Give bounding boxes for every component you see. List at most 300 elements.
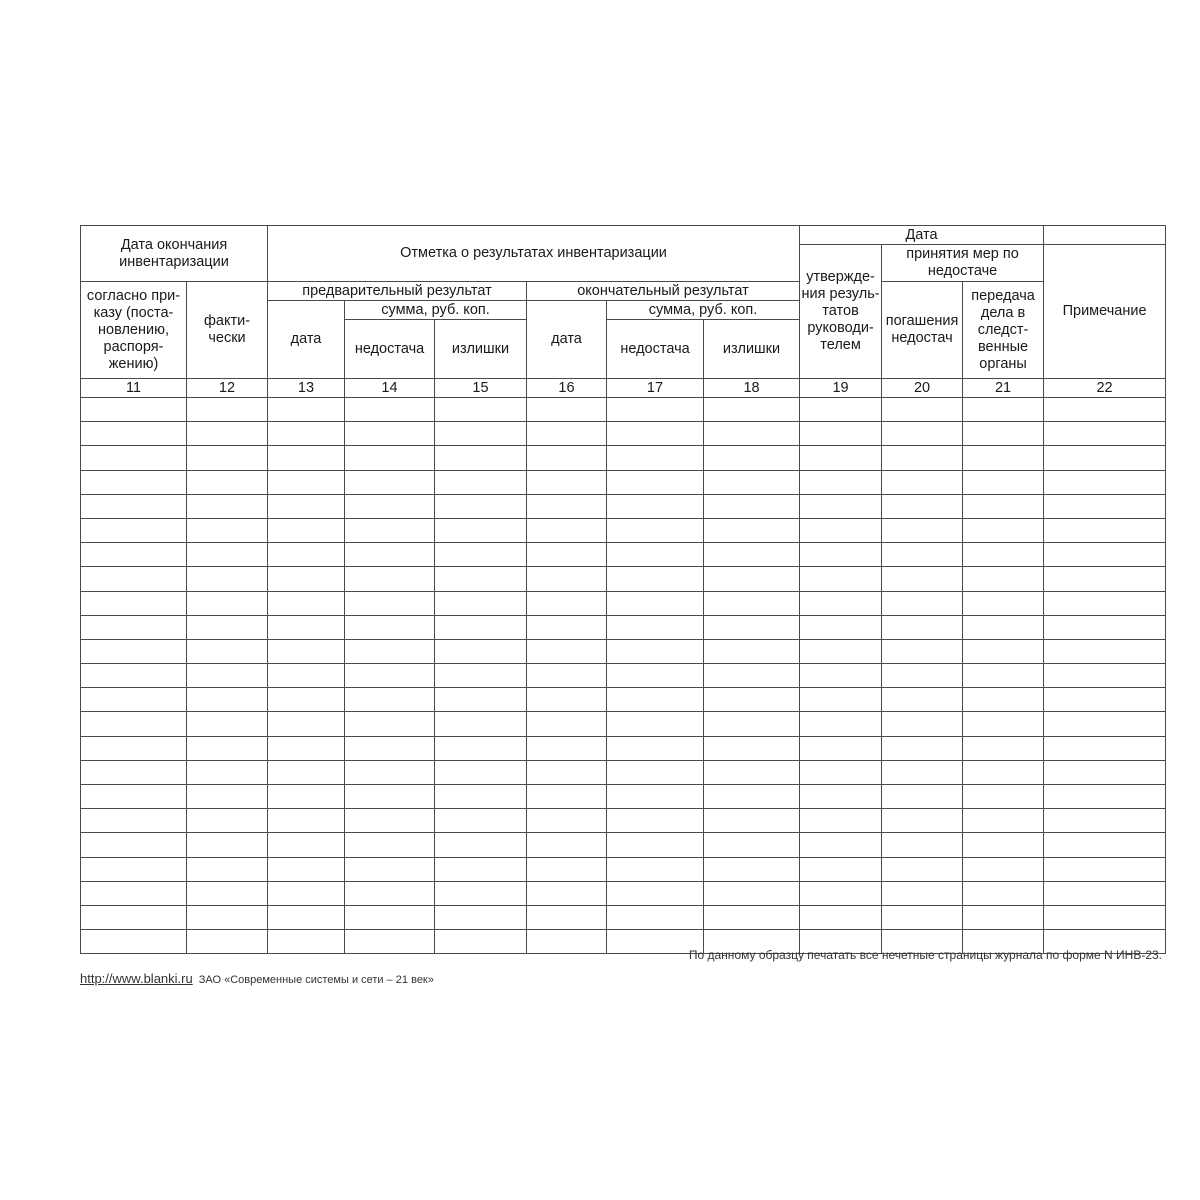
table-cell[interactable] — [81, 905, 187, 929]
table-cell[interactable] — [268, 712, 345, 736]
table-cell[interactable] — [1044, 398, 1166, 422]
table-cell[interactable] — [607, 760, 704, 784]
table-cell[interactable] — [435, 736, 527, 760]
column-number: 20 — [882, 379, 963, 398]
table-cell[interactable] — [345, 857, 435, 881]
table-cell[interactable] — [345, 930, 435, 954]
table-cell[interactable] — [527, 736, 607, 760]
table-cell[interactable] — [435, 518, 527, 542]
table-cell[interactable] — [704, 494, 800, 518]
table-cell[interactable] — [963, 518, 1044, 542]
date-group-header: Дата — [800, 226, 1044, 245]
table-cell[interactable] — [1044, 760, 1166, 784]
table-cell[interactable] — [268, 422, 345, 446]
table-cell[interactable] — [527, 905, 607, 929]
table-cell[interactable] — [1044, 736, 1166, 760]
table-cell[interactable] — [1044, 470, 1166, 494]
table-cell[interactable] — [435, 712, 527, 736]
table-cell[interactable] — [882, 470, 963, 494]
table-cell[interactable] — [268, 905, 345, 929]
table-cell[interactable] — [704, 881, 800, 905]
table-cell[interactable] — [1044, 494, 1166, 518]
table-row — [81, 518, 1166, 542]
table-cell[interactable] — [527, 567, 607, 591]
table-cell[interactable] — [527, 809, 607, 833]
site-link[interactable]: http://www.blanki.ru — [80, 971, 193, 986]
table-cell[interactable] — [268, 398, 345, 422]
table-cell[interactable] — [607, 688, 704, 712]
table-cell[interactable] — [704, 591, 800, 615]
table-cell[interactable] — [963, 543, 1044, 567]
table-cell[interactable] — [268, 446, 345, 470]
table-cell[interactable] — [187, 543, 268, 567]
table-cell[interactable] — [882, 567, 963, 591]
table-cell[interactable] — [268, 930, 345, 954]
table-cell[interactable] — [268, 543, 345, 567]
table-cell[interactable] — [81, 639, 187, 663]
table-cell[interactable] — [704, 398, 800, 422]
table-cell[interactable] — [800, 809, 882, 833]
table-cell[interactable] — [607, 422, 704, 446]
table-cell[interactable] — [607, 833, 704, 857]
table-cell[interactable] — [527, 785, 607, 809]
table-cell[interactable] — [187, 639, 268, 663]
table-cell[interactable] — [187, 446, 268, 470]
table-cell[interactable] — [800, 446, 882, 470]
table-cell[interactable] — [882, 518, 963, 542]
table-cell[interactable] — [527, 688, 607, 712]
table-cell[interactable] — [1044, 905, 1166, 929]
measures-group-header: принятия мер по недостаче — [882, 245, 1044, 282]
table-cell[interactable] — [882, 446, 963, 470]
table-cell[interactable] — [607, 470, 704, 494]
repayment-header: погашения недостач — [882, 282, 963, 379]
table-cell[interactable] — [187, 760, 268, 784]
table-row — [81, 398, 1166, 422]
table-cell[interactable] — [81, 712, 187, 736]
table-cell[interactable] — [187, 470, 268, 494]
table-cell[interactable] — [527, 398, 607, 422]
table-cell[interactable] — [81, 688, 187, 712]
table-cell[interactable] — [963, 664, 1044, 688]
table-cell[interactable] — [435, 760, 527, 784]
table-cell[interactable] — [268, 567, 345, 591]
table-cell[interactable] — [187, 881, 268, 905]
table-cell[interactable] — [607, 881, 704, 905]
table-cell[interactable] — [800, 688, 882, 712]
column-numbers-row — [81, 379, 1166, 398]
table-cell[interactable] — [1044, 857, 1166, 881]
table-cell[interactable] — [435, 905, 527, 929]
table-cell[interactable] — [268, 470, 345, 494]
table-cell[interactable] — [607, 639, 704, 663]
table-cell[interactable] — [187, 664, 268, 688]
table-cell[interactable] — [1044, 833, 1166, 857]
table-cell[interactable] — [963, 470, 1044, 494]
table-cell[interactable] — [435, 494, 527, 518]
table-cell[interactable] — [435, 422, 527, 446]
table-cell[interactable] — [187, 809, 268, 833]
table-cell[interactable] — [187, 422, 268, 446]
table-cell[interactable] — [963, 833, 1044, 857]
table-cell[interactable] — [268, 760, 345, 784]
table-cell[interactable] — [345, 736, 435, 760]
table-cell[interactable] — [527, 760, 607, 784]
table-cell[interactable] — [1044, 688, 1166, 712]
table-cell[interactable] — [187, 591, 268, 615]
table-cell[interactable] — [704, 760, 800, 784]
table-row — [81, 470, 1166, 494]
table-cell[interactable] — [607, 567, 704, 591]
table-cell[interactable] — [800, 736, 882, 760]
table-cell[interactable] — [527, 422, 607, 446]
table-cell[interactable] — [1044, 881, 1166, 905]
table-cell[interactable] — [81, 567, 187, 591]
table-cell[interactable] — [345, 881, 435, 905]
table-cell[interactable] — [81, 591, 187, 615]
table-cell[interactable] — [187, 398, 268, 422]
table-cell[interactable] — [800, 833, 882, 857]
table-cell[interactable] — [800, 591, 882, 615]
table-cell[interactable] — [607, 446, 704, 470]
table-cell[interactable] — [268, 881, 345, 905]
table-cell[interactable] — [882, 809, 963, 833]
table-cell[interactable] — [187, 615, 268, 639]
table-cell[interactable] — [607, 857, 704, 881]
table-cell[interactable] — [268, 736, 345, 760]
table-cell[interactable] — [1044, 567, 1166, 591]
table-cell[interactable] — [1044, 712, 1166, 736]
table-cell[interactable] — [268, 615, 345, 639]
table-row — [81, 760, 1166, 784]
table-cell[interactable] — [345, 833, 435, 857]
table-row — [81, 857, 1166, 881]
table-cell[interactable] — [800, 905, 882, 929]
table-cell[interactable] — [187, 567, 268, 591]
table-cell[interactable] — [882, 688, 963, 712]
table-cell[interactable] — [963, 881, 1044, 905]
table-cell[interactable] — [882, 494, 963, 518]
table-cell[interactable] — [1044, 446, 1166, 470]
table-cell[interactable] — [81, 760, 187, 784]
table-cell[interactable] — [268, 809, 345, 833]
table-cell[interactable] — [527, 664, 607, 688]
table-cell[interactable] — [963, 857, 1044, 881]
table-cell[interactable] — [81, 881, 187, 905]
table-cell[interactable] — [607, 591, 704, 615]
table-cell[interactable] — [800, 664, 882, 688]
table-cell[interactable] — [704, 785, 800, 809]
table-cell[interactable] — [704, 857, 800, 881]
table-cell[interactable] — [882, 398, 963, 422]
table-cell[interactable] — [882, 591, 963, 615]
table-cell[interactable] — [345, 494, 435, 518]
table-cell[interactable] — [607, 809, 704, 833]
table-cell[interactable] — [704, 688, 800, 712]
table-cell[interactable] — [187, 688, 268, 712]
table-cell[interactable] — [268, 518, 345, 542]
table-cell[interactable] — [268, 639, 345, 663]
table-cell[interactable] — [345, 398, 435, 422]
table-cell[interactable] — [345, 518, 435, 542]
table-cell[interactable] — [963, 688, 1044, 712]
table-cell[interactable] — [704, 446, 800, 470]
table-cell[interactable] — [268, 494, 345, 518]
table-cell[interactable] — [704, 905, 800, 929]
table-cell[interactable] — [435, 639, 527, 663]
table-cell[interactable] — [800, 760, 882, 784]
table-cell[interactable] — [607, 785, 704, 809]
table-cell[interactable] — [345, 785, 435, 809]
table-cell[interactable] — [963, 809, 1044, 833]
table-cell[interactable] — [187, 833, 268, 857]
table-cell[interactable] — [435, 591, 527, 615]
table-cell[interactable] — [435, 857, 527, 881]
table-cell[interactable] — [268, 591, 345, 615]
note-top-cell — [1044, 226, 1166, 245]
table-cell[interactable] — [607, 615, 704, 639]
table-cell[interactable] — [435, 785, 527, 809]
table-cell[interactable] — [607, 494, 704, 518]
table-cell[interactable] — [527, 712, 607, 736]
table-cell[interactable] — [963, 905, 1044, 929]
table-cell[interactable] — [81, 833, 187, 857]
table-cell[interactable] — [527, 518, 607, 542]
table-cell[interactable] — [345, 639, 435, 663]
table-cell[interactable] — [435, 809, 527, 833]
table-cell[interactable] — [882, 857, 963, 881]
table-cell[interactable] — [268, 688, 345, 712]
table-cell[interactable] — [704, 422, 800, 446]
by-order-header: согласно при-казу (поста-новлению, распоря-жению) — [81, 282, 187, 379]
table-cell[interactable] — [800, 422, 882, 446]
table-cell[interactable] — [81, 494, 187, 518]
table-cell[interactable] — [1044, 518, 1166, 542]
table-cell[interactable] — [1044, 639, 1166, 663]
table-cell[interactable] — [800, 615, 882, 639]
table-cell[interactable] — [607, 664, 704, 688]
table-cell[interactable] — [607, 518, 704, 542]
table-cell[interactable] — [527, 615, 607, 639]
table-cell[interactable] — [800, 881, 882, 905]
table-cell[interactable] — [527, 930, 607, 954]
table-cell[interactable] — [435, 470, 527, 494]
column-number: 21 — [963, 379, 1044, 398]
column-number: 18 — [704, 379, 800, 398]
table-cell[interactable] — [800, 494, 882, 518]
table-cell[interactable] — [81, 470, 187, 494]
table-cell[interactable] — [268, 833, 345, 857]
table-cell[interactable] — [704, 736, 800, 760]
table-cell[interactable] — [963, 591, 1044, 615]
table-cell[interactable] — [527, 833, 607, 857]
table-cell[interactable] — [345, 446, 435, 470]
table-cell[interactable] — [1044, 809, 1166, 833]
table-cell[interactable] — [607, 736, 704, 760]
table-cell[interactable] — [882, 712, 963, 736]
table-cell[interactable] — [963, 494, 1044, 518]
table-cell[interactable] — [345, 615, 435, 639]
table-cell[interactable] — [704, 470, 800, 494]
column-number: 17 — [607, 379, 704, 398]
company-name: ЗАО «Современные системы и сети – 21 век» — [198, 974, 434, 986]
table-cell[interactable] — [81, 857, 187, 881]
table-cell[interactable] — [187, 785, 268, 809]
table-cell[interactable] — [81, 446, 187, 470]
table-row — [81, 615, 1166, 639]
table-cell[interactable] — [345, 688, 435, 712]
table-cell[interactable] — [345, 543, 435, 567]
transfer-header: передача дела в следст-венные органы — [963, 282, 1044, 379]
column-number: 14 — [345, 379, 435, 398]
table-cell[interactable] — [268, 857, 345, 881]
table-cell[interactable] — [345, 809, 435, 833]
table-cell[interactable] — [800, 470, 882, 494]
table-cell[interactable] — [963, 712, 1044, 736]
table-cell[interactable] — [963, 446, 1044, 470]
table-cell[interactable] — [882, 664, 963, 688]
column-number: 19 — [800, 379, 882, 398]
table-cell[interactable] — [882, 760, 963, 784]
table-cell[interactable] — [527, 446, 607, 470]
table-cell[interactable] — [527, 857, 607, 881]
table-cell[interactable] — [704, 833, 800, 857]
table-cell[interactable] — [435, 688, 527, 712]
table-cell[interactable] — [345, 422, 435, 446]
table-cell[interactable] — [800, 639, 882, 663]
table-cell[interactable] — [527, 881, 607, 905]
table-cell[interactable] — [435, 833, 527, 857]
footer — [80, 971, 434, 986]
table-cell[interactable] — [800, 543, 882, 567]
table-cell[interactable] — [882, 905, 963, 929]
table-cell[interactable] — [187, 518, 268, 542]
table-cell[interactable] — [1044, 422, 1166, 446]
table-cell[interactable] — [704, 639, 800, 663]
table-cell[interactable] — [704, 664, 800, 688]
table-cell[interactable] — [81, 398, 187, 422]
table-cell[interactable] — [704, 567, 800, 591]
table-row — [81, 639, 1166, 663]
table-cell[interactable] — [527, 494, 607, 518]
table-cell[interactable] — [81, 785, 187, 809]
table-cell[interactable] — [963, 760, 1044, 784]
table-cell[interactable] — [345, 905, 435, 929]
table-cell[interactable] — [345, 760, 435, 784]
table-row — [81, 809, 1166, 833]
table-cell[interactable] — [187, 736, 268, 760]
preliminary-date-header: дата — [268, 301, 345, 379]
table-cell[interactable] — [435, 543, 527, 567]
table-cell[interactable] — [187, 930, 268, 954]
table-cell[interactable] — [882, 881, 963, 905]
table-cell[interactable] — [345, 567, 435, 591]
table-cell[interactable] — [1044, 785, 1166, 809]
table-cell[interactable] — [607, 398, 704, 422]
table-cell[interactable] — [81, 809, 187, 833]
table-cell[interactable] — [435, 615, 527, 639]
table-cell[interactable] — [81, 518, 187, 542]
table-cell[interactable] — [187, 494, 268, 518]
table-cell[interactable] — [963, 785, 1044, 809]
table-cell[interactable] — [882, 833, 963, 857]
table-cell[interactable] — [81, 543, 187, 567]
table-cell[interactable] — [800, 567, 882, 591]
table-cell[interactable] — [527, 470, 607, 494]
table-cell[interactable] — [527, 543, 607, 567]
preliminary-surplus-header: излишки — [435, 320, 527, 379]
results-group-header: Отметка о результатах инвентаризации — [268, 226, 800, 282]
final-shortage-header: недостача — [607, 320, 704, 379]
table-cell[interactable] — [607, 905, 704, 929]
table-cell[interactable] — [704, 543, 800, 567]
table-cell[interactable] — [1044, 664, 1166, 688]
table-cell[interactable] — [800, 712, 882, 736]
table-cell[interactable] — [268, 664, 345, 688]
table-cell[interactable] — [963, 615, 1044, 639]
table-cell[interactable] — [882, 543, 963, 567]
table-cell[interactable] — [607, 712, 704, 736]
table-cell[interactable] — [435, 567, 527, 591]
table-cell[interactable] — [435, 881, 527, 905]
table-cell[interactable] — [963, 567, 1044, 591]
table-cell[interactable] — [800, 518, 882, 542]
table-cell[interactable] — [435, 398, 527, 422]
table-cell[interactable] — [268, 785, 345, 809]
table-cell[interactable] — [187, 857, 268, 881]
table-cell[interactable] — [435, 930, 527, 954]
table-cell[interactable] — [345, 470, 435, 494]
table-cell[interactable] — [81, 615, 187, 639]
table-cell[interactable] — [704, 615, 800, 639]
table-cell[interactable] — [81, 422, 187, 446]
table-cell[interactable] — [81, 930, 187, 954]
table-cell[interactable] — [607, 543, 704, 567]
table-cell[interactable] — [882, 639, 963, 663]
table-cell[interactable] — [882, 422, 963, 446]
table-cell[interactable] — [527, 591, 607, 615]
table-cell[interactable] — [1044, 543, 1166, 567]
table-cell[interactable] — [882, 736, 963, 760]
table-cell[interactable] — [345, 664, 435, 688]
table-cell[interactable] — [1044, 591, 1166, 615]
table-cell[interactable] — [882, 615, 963, 639]
table-cell[interactable] — [963, 639, 1044, 663]
table-cell[interactable] — [963, 736, 1044, 760]
table-cell[interactable] — [527, 639, 607, 663]
table-cell[interactable] — [963, 422, 1044, 446]
table-cell[interactable] — [81, 736, 187, 760]
table-row — [81, 664, 1166, 688]
table-cell[interactable] — [81, 664, 187, 688]
table-cell[interactable] — [345, 591, 435, 615]
table-cell[interactable] — [187, 712, 268, 736]
table-cell[interactable] — [800, 785, 882, 809]
table-cell[interactable] — [435, 664, 527, 688]
table-cell[interactable] — [187, 905, 268, 929]
table-cell[interactable] — [963, 398, 1044, 422]
table-cell[interactable] — [704, 518, 800, 542]
table-cell[interactable] — [1044, 615, 1166, 639]
table-cell[interactable] — [882, 785, 963, 809]
table-cell[interactable] — [800, 398, 882, 422]
table-cell[interactable] — [704, 712, 800, 736]
column-number: 15 — [435, 379, 527, 398]
table-cell[interactable] — [435, 446, 527, 470]
table-cell[interactable] — [800, 857, 882, 881]
table-cell[interactable] — [704, 809, 800, 833]
table-cell[interactable] — [345, 712, 435, 736]
